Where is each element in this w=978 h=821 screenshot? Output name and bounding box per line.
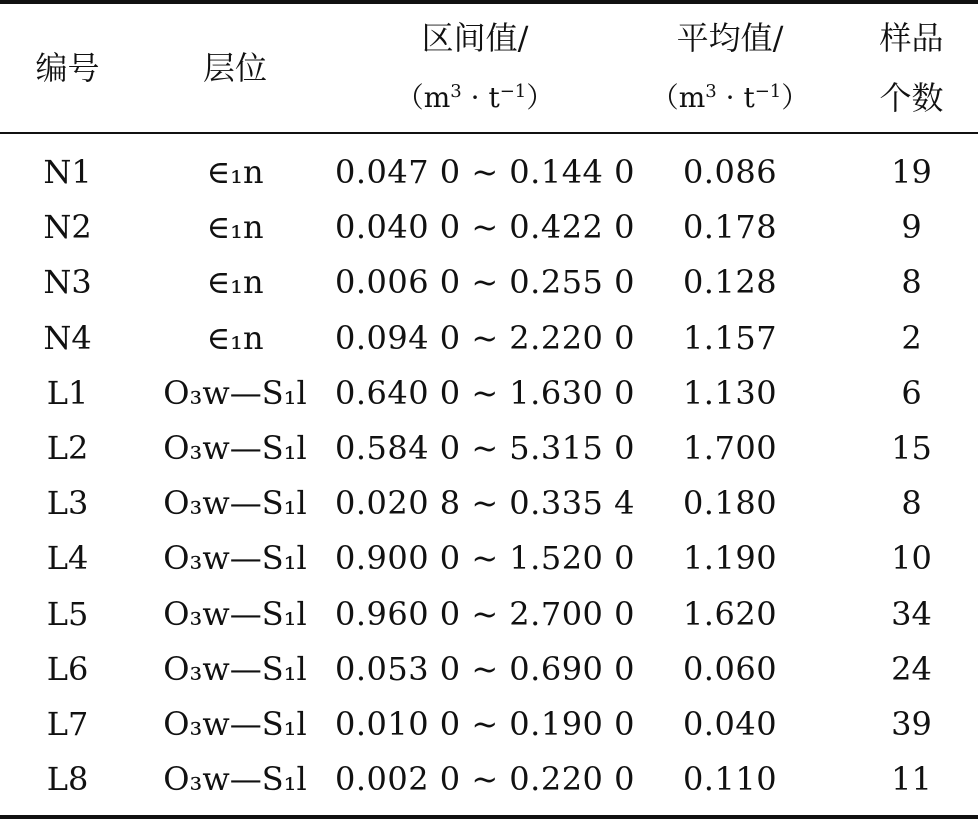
header-avg-unit: $(m^3 \cdot t^{-1})$ <box>650 81 810 114</box>
cell-avg: 0.178 <box>682 208 778 247</box>
cell-avg: 1.130 <box>682 373 778 412</box>
cell-layer: O₃w—S₁l <box>163 484 307 523</box>
cell-range: 0.900 0 ~ 1.520 0 <box>335 539 635 578</box>
cell-avg: 1.157 <box>682 318 778 357</box>
cell-count: 39 <box>891 704 932 743</box>
cell-range: 0.640 0 ~ 1.630 0 <box>335 373 635 412</box>
cell-id: N2 <box>43 208 92 247</box>
cell-avg: 0.180 <box>682 484 778 523</box>
cell-layer: O₃w—S₁l <box>163 373 307 412</box>
table-row <box>0 366 978 421</box>
table-row <box>0 476 978 531</box>
cell-range: 0.960 0 ~ 2.700 0 <box>335 594 635 633</box>
header-id: 编号 <box>35 49 100 87</box>
cell-id: N4 <box>43 318 92 357</box>
table-row <box>0 642 978 697</box>
cell-layer: ∈₁n <box>206 263 264 302</box>
cell-count: 8 <box>901 484 922 523</box>
cell-layer: ∈₁n <box>206 208 264 247</box>
header-layer: 层位 <box>202 49 267 87</box>
table-row <box>0 697 978 752</box>
cell-count: 15 <box>891 428 932 467</box>
header-count <box>845 0 978 132</box>
cell-id: L2 <box>46 428 89 467</box>
header-range-unit: $(m^3 \cdot t^{-1})$ <box>395 81 555 114</box>
cell-range: 0.040 0 ~ 0.422 0 <box>335 208 635 247</box>
cell-layer: O₃w—S₁l <box>163 428 307 467</box>
bottom-rule <box>0 815 978 819</box>
cell-range: 0.010 0 ~ 0.190 0 <box>335 704 635 743</box>
table-row <box>0 421 978 476</box>
cell-layer: ∈₁n <box>206 153 264 191</box>
cell-avg: 0.110 <box>682 760 778 799</box>
header-rule <box>0 132 978 134</box>
table-row <box>0 255 978 310</box>
header-count-line2: 个数 <box>879 79 944 117</box>
cell-range: 0.053 0 ~ 0.690 0 <box>335 649 635 688</box>
table-body <box>0 145 978 807</box>
table-row <box>0 200 978 255</box>
cell-avg: 0.128 <box>682 263 778 302</box>
cell-layer: O₃w—S₁l <box>163 704 307 743</box>
cell-id: L7 <box>46 704 89 743</box>
cell-count: 2 <box>901 318 922 357</box>
cell-count: 10 <box>891 539 932 578</box>
cell-layer: O₃w—S₁l <box>163 649 307 688</box>
cell-layer: O₃w—S₁l <box>163 760 307 799</box>
cell-id: L4 <box>46 539 89 578</box>
header-avg <box>615 0 845 132</box>
cell-avg: 0.040 <box>682 704 778 743</box>
header-count-line1: 样品 <box>879 19 944 57</box>
cell-avg: 1.620 <box>682 594 778 633</box>
header-range <box>335 0 615 132</box>
header-range-title: 区间值/ <box>421 19 529 57</box>
table-row <box>0 311 978 366</box>
cell-id: L3 <box>46 484 89 523</box>
cell-id: L6 <box>46 649 89 688</box>
table-row <box>0 145 978 200</box>
cell-avg: 1.190 <box>682 539 778 578</box>
cell-count: 34 <box>891 594 932 633</box>
cell-id: N3 <box>43 263 92 302</box>
cell-avg: 0.060 <box>682 649 778 688</box>
header-avg-title: 平均值/ <box>676 19 784 57</box>
cell-range: 0.006 0 ~ 0.255 0 <box>335 263 635 302</box>
cell-range: 0.584 0 ~ 5.315 0 <box>335 428 635 467</box>
cell-id: L5 <box>46 594 89 633</box>
cell-id: L8 <box>46 760 89 799</box>
table-row <box>0 531 978 586</box>
cell-avg: 1.700 <box>682 428 778 467</box>
cell-range: 0.094 0 ~ 2.220 0 <box>335 318 635 357</box>
cell-count: 19 <box>891 153 932 191</box>
cell-count: 8 <box>901 263 922 302</box>
cell-id: L1 <box>46 373 89 412</box>
cell-avg: 0.086 <box>682 153 778 191</box>
cell-count: 24 <box>891 649 932 688</box>
cell-id: N1 <box>43 153 92 191</box>
table-row <box>0 752 978 807</box>
cell-layer: O₃w—S₁l <box>163 594 307 633</box>
cell-range: 0.047 0 ~ 0.144 0 <box>335 153 635 191</box>
cell-count: 11 <box>891 760 932 799</box>
cell-layer: O₃w—S₁l <box>163 539 307 578</box>
table-row <box>0 587 978 642</box>
cell-layer: ∈₁n <box>206 318 264 357</box>
cell-count: 9 <box>901 208 922 247</box>
cell-range: 0.002 0 ~ 0.220 0 <box>335 760 635 799</box>
cell-range: 0.020 8 ~ 0.335 4 <box>335 484 635 523</box>
cell-count: 6 <box>901 373 922 412</box>
